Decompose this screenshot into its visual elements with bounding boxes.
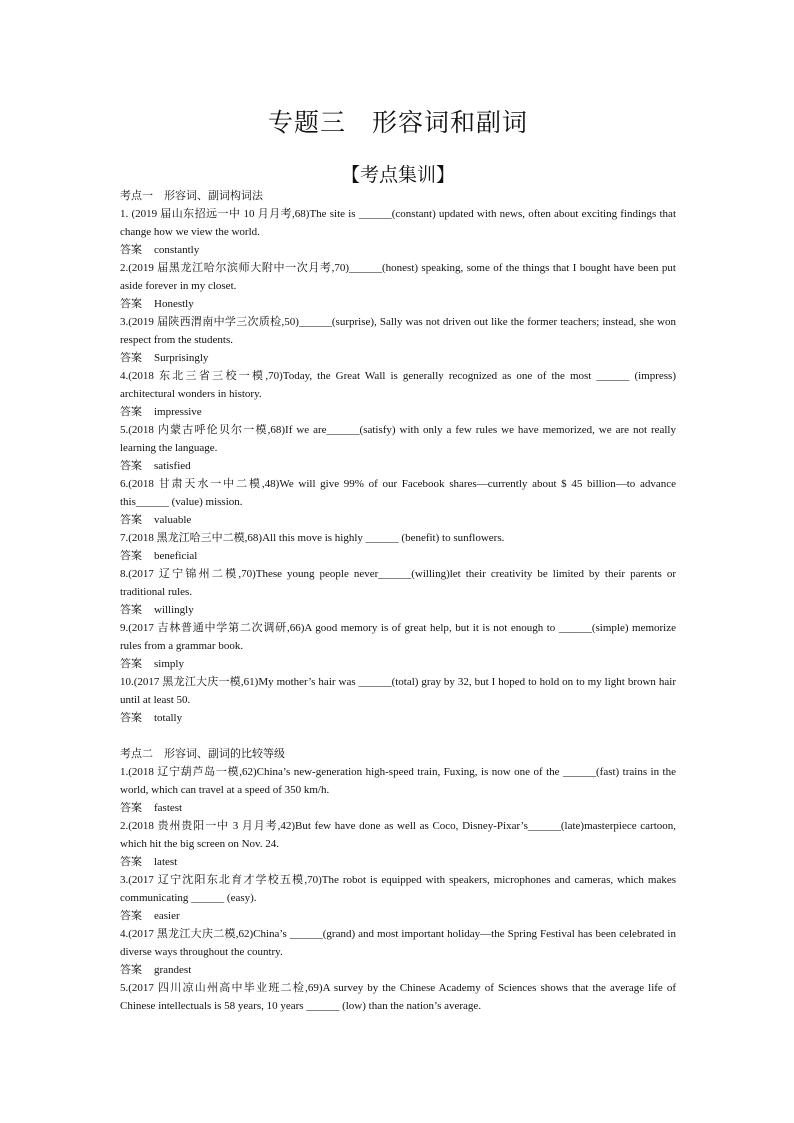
answer-label: 答案 [120, 711, 142, 724]
answer-line [120, 403, 676, 421]
question-text: 8.(2017 辽宁锦州二模,70)These young people never______(willing)let their creativity be limited by their parents or traditional rules. [120, 568, 676, 598]
answer-line [120, 961, 676, 979]
answer-label: 答案 [120, 405, 142, 418]
question-text: 4.(2018 东北三省三校一模,70)Today, the Great Wall is generally recognized as one of the most ______ (impress) architectural wonders in history. [120, 370, 676, 400]
page-subtitle: 【考点集训】 [340, 164, 455, 186]
answer-value: constantly [154, 244, 200, 256]
list-item [120, 367, 676, 421]
list-item [120, 979, 676, 1015]
content [120, 187, 676, 1015]
answer-value: valuable [154, 514, 192, 526]
answer-value: Honestly [154, 298, 194, 310]
answer-value: totally [154, 712, 183, 724]
answer-label: 答案 [120, 297, 142, 310]
answer-label: 答案 [120, 549, 142, 562]
answer-line [120, 601, 676, 619]
list-item [120, 925, 676, 979]
question-text: 10.(2017 黑龙江大庆一模,61)My mother’s hair was ______(total) gray by 32, but I hoped to hold on to my light brown hair until at least 50. [120, 676, 676, 706]
list-item [120, 529, 676, 565]
question-text: 1. (2019 届山东招远一中 10 月月考,68)The site is ______(constant) updated with news, often about exciting findings that change how we view the world. [120, 208, 676, 238]
list-item [120, 421, 676, 475]
answer-line [120, 241, 676, 259]
section-2 [120, 745, 676, 1015]
answer-label: 答案 [120, 243, 142, 256]
section-heading: 考点二 形容词、副词的比较等级 [120, 747, 285, 760]
list-item [120, 259, 676, 313]
question-text: 7.(2018 黑龙江哈三中二模,68)All this move is highly ______ (benefit) to sunflowers. [120, 532, 505, 544]
answer-line [120, 853, 676, 871]
answer-line [120, 295, 676, 313]
answer-label: 答案 [120, 459, 142, 472]
list-item [120, 817, 676, 871]
answer-line [120, 709, 676, 727]
list-item [120, 205, 676, 259]
answer-label: 答案 [120, 909, 142, 922]
answer-value: beneficial [154, 550, 198, 562]
answer-line [120, 799, 676, 817]
answer-value: willingly [154, 604, 194, 616]
answer-value: satisfied [154, 460, 191, 472]
question-text: 4.(2017 黑龙江大庆二模,62)China’s ______(grand) and most important holiday—the Spring Festival has been celebrated in diverse ways throughout the country. [120, 928, 676, 958]
list-item [120, 619, 676, 673]
question-text: 2.(2018 贵州贵阳一中 3 月月考,42)But few have done as well as Coco, Disney-Pixar’s______(late)masterpiece cartoon, which hit the big screen on Nov. 24. [120, 820, 676, 850]
answer-line [120, 457, 676, 475]
answer-label: 答案 [120, 657, 142, 670]
answer-label: 答案 [120, 603, 142, 616]
answer-label: 答案 [120, 513, 142, 526]
list-item [120, 763, 676, 817]
answer-value: simply [154, 658, 184, 670]
answer-label: 答案 [120, 351, 142, 364]
list-item [120, 673, 676, 727]
answer-label: 答案 [120, 963, 142, 976]
question-text: 3.(2019 届陕西渭南中学三次质检,50)______(surprise), Sally was not driven out like the former teachers; instead, she won respect from the students. [120, 316, 676, 346]
section-spacer [120, 727, 676, 745]
answer-value: fastest [154, 802, 183, 814]
answer-value: grandest [154, 964, 192, 976]
answer-line [120, 907, 676, 925]
section-1 [120, 187, 676, 727]
answer-value: latest [154, 856, 178, 868]
answer-label: 答案 [120, 801, 142, 814]
question-text: 5.(2017 四川凉山州高中毕业班二检,69)A survey by the Chinese Academy of Sciences shows that the average life of Chinese intellectuals is 58 years, 10 years ______ (low) than the nation’s average. [120, 982, 676, 1012]
answer-line [120, 655, 676, 673]
question-text: 1.(2018 辽宁葫芦岛一模,62)China’s new-generation high-speed train, Fuxing, is now one of the ______(fast) trains in the world, which can travel at a speed of 350 km/h. [120, 766, 676, 796]
page-title: 专题三 形容词和副词 [267, 108, 528, 137]
answer-line [120, 547, 676, 565]
question-text: 6.(2018 甘肃天水一中二模,48)We will give 99% of our Facebook shares—currently about $ 45 billion—to advance this______ (value) mission. [120, 478, 676, 508]
question-text: 5.(2018 内蒙古呼伦贝尔一模,68)If we are______(satisfy) with only a few rules we have memorized, we are not really learning the language. [120, 424, 676, 454]
question-text: 9.(2017 吉林普通中学第二次调研,66)A good memory is of great help, but it is not enough to ______(simple) memorize rules from a grammar book. [120, 622, 676, 652]
answer-value: easier [154, 910, 180, 922]
answer-value: impressive [154, 406, 202, 418]
answer-label: 答案 [120, 855, 142, 868]
answer-value: Surprisingly [154, 352, 209, 364]
question-text: 2.(2019 届黑龙江哈尔滨师大附中一次月考,70)______(honest) speaking, some of the things that I bought have been put aside forever in my closet. [120, 262, 676, 292]
question-text: 3.(2017 辽宁沈阳东北育才学校五模,70)The robot is equipped with speakers, microphones and cameras, which makes communicating ______ (easy). [120, 874, 676, 904]
list-item [120, 871, 676, 925]
list-item [120, 475, 676, 529]
answer-line [120, 511, 676, 529]
list-item [120, 313, 676, 367]
answer-line [120, 349, 676, 367]
list-item [120, 565, 676, 619]
section-heading: 考点一 形容词、副词构词法 [120, 189, 263, 202]
